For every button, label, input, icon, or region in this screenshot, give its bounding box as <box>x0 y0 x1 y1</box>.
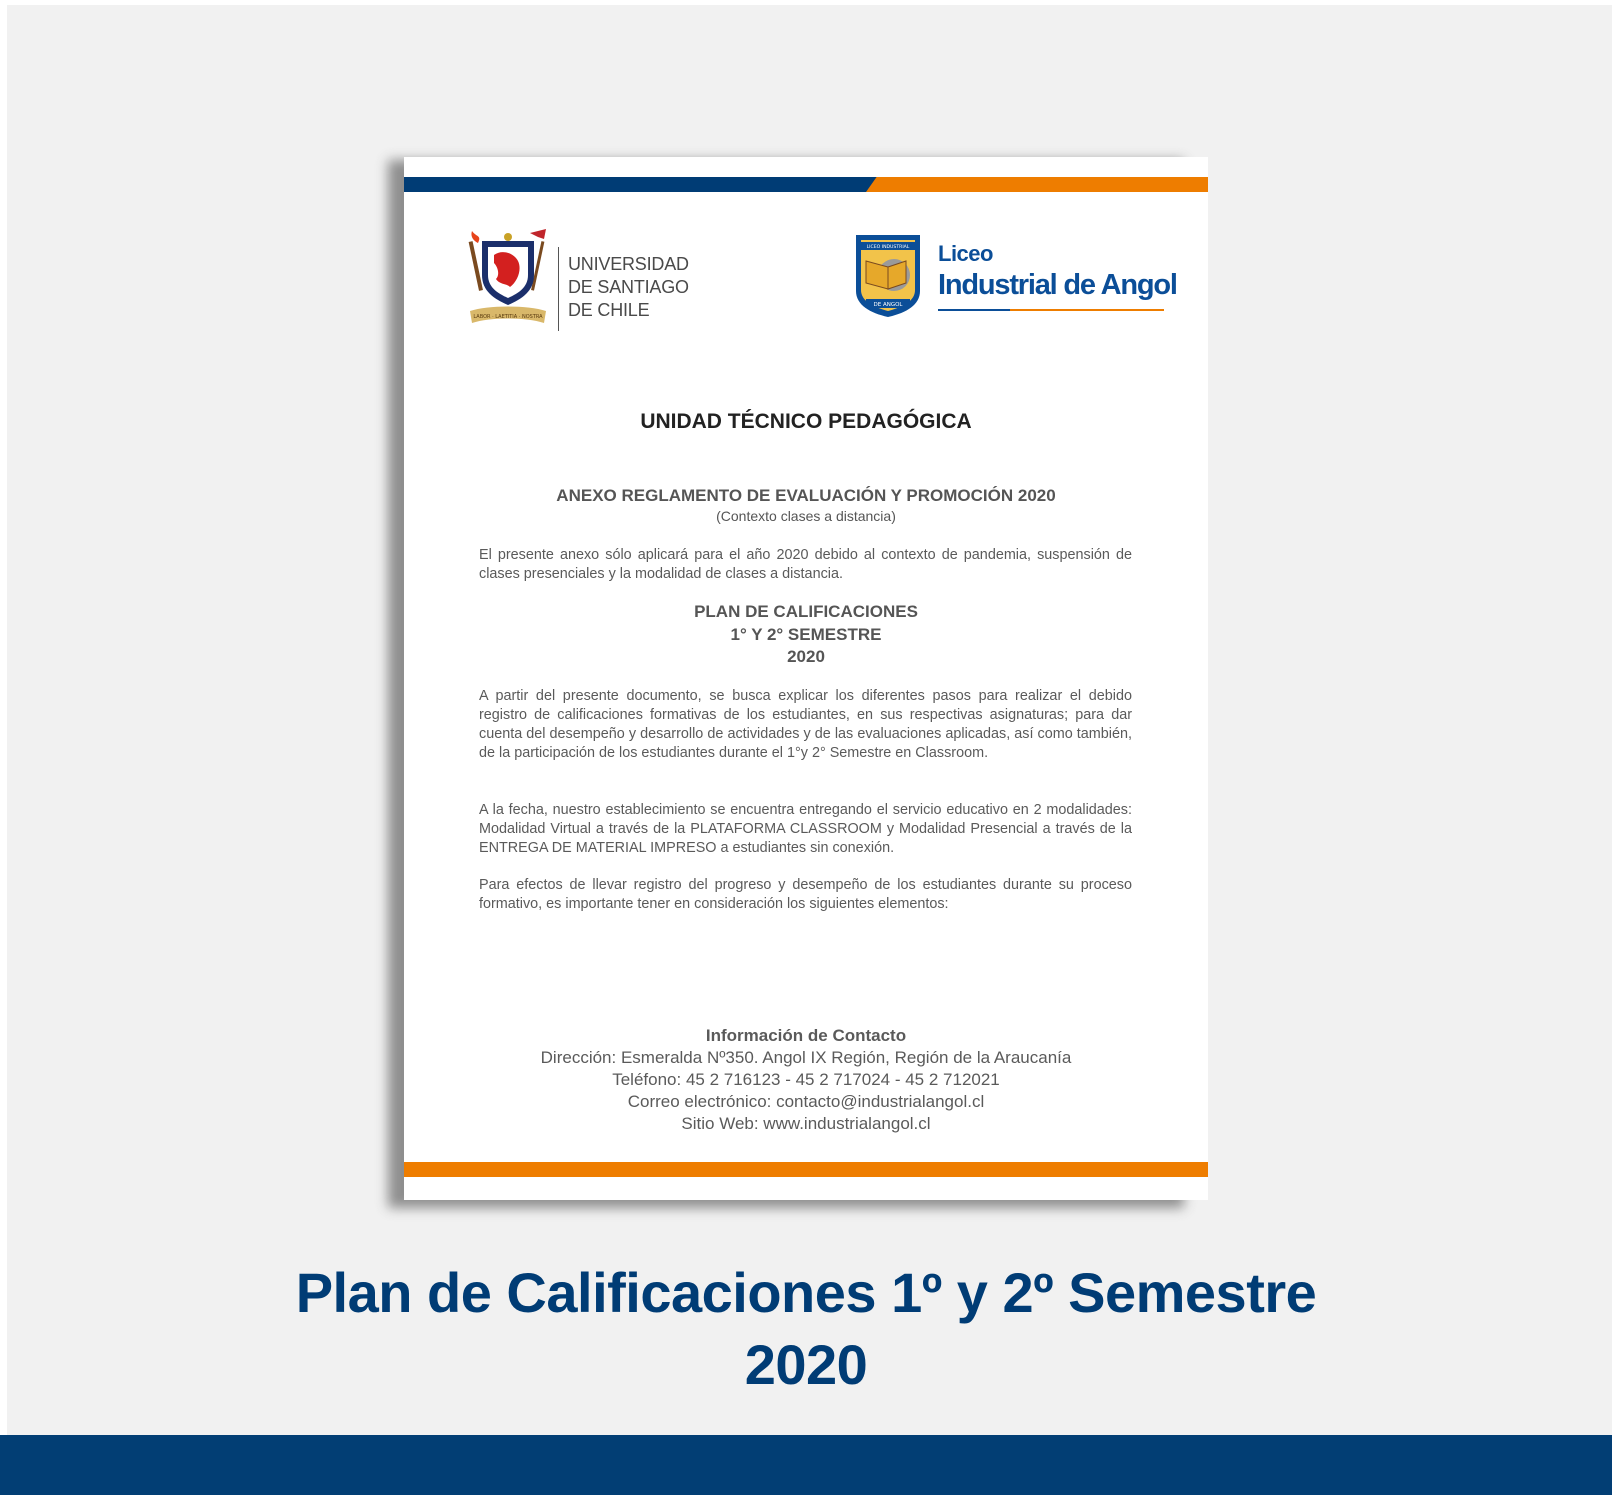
body-paragraph: A la fecha, nuestro establecimiento se encuentra entregando el servicio educativo en 2 modalidades: Modalidad Virtual a través de la PLATAFORMA CLASSROOM y Modalidad Presencial a través de la ENTREGA DE MATERIAL IMPRESO a estudiantes sin conexión. <box>479 802 1132 856</box>
liceo-name-line2: Industrial de Angol <box>938 269 1177 301</box>
body-paragraph: A partir del presente documento, se busca explicar los diferentes pasos para realizar el debido registro de calificaciones formativas de los estudiantes, en sus respectivas asignaturas; para dar cuenta del desempeño y desarrollo de actividades y de las evaluaciones aplicadas, así como también, de la participación de los estudiantes durante el 1°y 2° Semestre en Classroom. <box>479 688 1132 761</box>
usach-name-line: DE SANTIAGO <box>568 277 689 297</box>
usach-seal-icon <box>468 227 548 329</box>
svg-text:LICEO INDUSTRIAL: LICEO INDUSTRIAL <box>866 245 910 250</box>
usach-name <box>568 253 768 322</box>
header-stripe-orange <box>866 177 1208 192</box>
liceo-shield-icon <box>854 233 922 319</box>
logo-divider <box>558 247 559 331</box>
plan-title-line: PLAN DE CALIFICACIONES <box>694 602 918 621</box>
document-preview[interactable] <box>404 157 1208 1200</box>
footer-stripe-orange <box>404 1162 1208 1177</box>
annex-subtitle: (Contexto clases a distancia) <box>716 508 896 524</box>
contact-email: Correo electrónico: contacto@industrialangol.cl <box>627 1092 985 1111</box>
body-paragraph: Para efectos de llevar registro del progreso y desempeño de los estudiantes durante su proceso formativo, es importante tener en consideración los siguientes elementos: <box>479 877 1132 912</box>
svg-text:DE ANGOL: DE ANGOL <box>873 302 903 308</box>
contact-phone: Teléfono: 45 2 716123 - 45 2 717024 - 45 2 712021 <box>612 1070 1000 1089</box>
header-stripe-blue <box>404 177 884 192</box>
caption-title[interactable] <box>0 1257 1612 1401</box>
liceo-underline <box>938 309 1164 311</box>
caption-line: Plan de Calificaciones 1º y 2º Semestre <box>295 1261 1317 1324</box>
caption-line: 2020 <box>744 1333 868 1396</box>
plan-title-line: 1° Y 2° SEMESTRE <box>730 624 882 644</box>
contact-heading: Información de Contacto <box>705 1026 907 1045</box>
plan-title <box>404 601 1208 669</box>
contact-website: Sitio Web: www.industrialangol.cl <box>681 1114 931 1133</box>
contact-address: Dirección: Esmeralda Nº350. Angol IX Región, Región de la Araucanía <box>540 1048 1072 1067</box>
svg-text:LABOR · LAETITIA · NOSTRA: LABOR · LAETITIA · NOSTRA <box>473 314 543 320</box>
unit-title: UNIDAD TÉCNICO PEDAGÓGICA <box>640 410 972 433</box>
annex-title: ANEXO REGLAMENTO DE EVALUACIÓN Y PROMOCIÓN 2020 <box>556 486 1056 505</box>
contact-info <box>404 1025 1208 1135</box>
intro-paragraph: El presente anexo sólo aplicará para el año 2020 debido al contexto de pandemia, suspensión de clases presenciales y la modalidad de clases a distancia. <box>479 547 1132 582</box>
plan-title-line: 2020 <box>787 647 825 666</box>
usach-name-line: UNIVERSIDAD <box>568 254 689 274</box>
footer-band <box>0 1435 1612 1495</box>
usach-name-line: DE CHILE <box>568 300 650 320</box>
liceo-name-line1: Liceo <box>938 241 993 266</box>
